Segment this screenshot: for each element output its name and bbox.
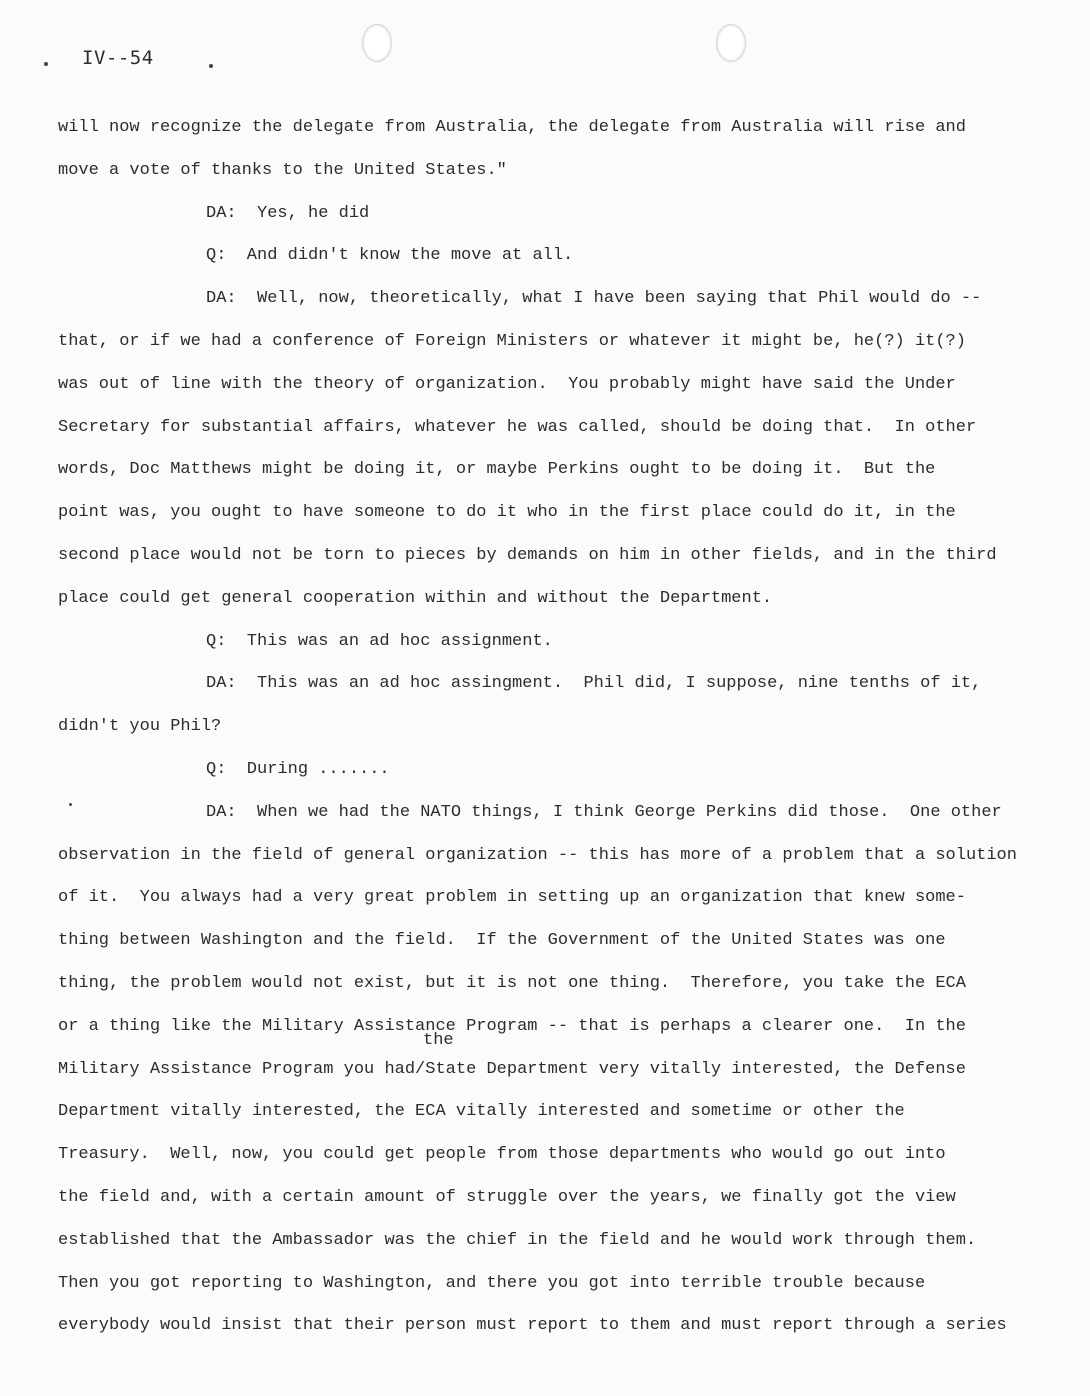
- transcript-line: Treasury. Well, now, you could get people from those departments who would go out into: [58, 1145, 946, 1165]
- interlinear-insertion: the: [423, 1031, 454, 1050]
- transcript-line: move a vote of thanks to the United States.": [58, 160, 507, 180]
- transcript-line: DA: This was an ad hoc assingment. Phil did, I suppose, nine tenths of it,: [206, 674, 982, 694]
- transcript-line: DA: When we had the NATO things, I think George Perkins did those. One other: [206, 802, 1002, 822]
- transcript-line: everybody would insist that their person must report to them and must report through a series: [58, 1316, 1007, 1336]
- transcript-line: Q: During .......: [206, 759, 390, 779]
- transcript-line: the field and, with a certain amount of struggle over the years, we finally got the view: [58, 1187, 956, 1207]
- transcript-line: didn't you Phil?: [58, 717, 222, 737]
- transcript-line: Q: This was an ad hoc assignment.: [206, 631, 553, 651]
- page-speck: [209, 64, 213, 68]
- transcript-line: will now recognize the delegate from Australia, the delegate from Australia will rise and: [58, 118, 966, 137]
- page-speck: [44, 62, 48, 66]
- transcript-line: Then you got reporting to Washington, and there you got into terrible trouble because: [58, 1273, 926, 1293]
- transcript-line: of it. You always had a very great problem in setting up an organization that knew some-: [58, 888, 966, 908]
- page-number: IV--54: [82, 47, 154, 69]
- transcript-line: was out of line with the theory of organization. You probably might have said the Under: [58, 374, 956, 394]
- transcript-line: point was, you ought to have someone to do it who in the first place could do it, in the: [58, 503, 956, 523]
- transcript-line: second place would not be torn to pieces by demands on him in other fields, and in the third: [58, 545, 997, 565]
- transcript-line: DA: Well, now, theoretically, what I have been saying that Phil would do --: [206, 289, 982, 309]
- punch-hole: [716, 24, 746, 62]
- transcript-line: Q: And didn't know the move at all.: [206, 246, 574, 266]
- transcript-line: DA: Yes, he did: [206, 203, 370, 223]
- transcript-line: Secretary for substantial affairs, whatever he was called, should be doing that. In other: [58, 417, 977, 437]
- punch-hole: [362, 24, 392, 62]
- transcript-line: place could get general cooperation within and without the Department.: [58, 588, 773, 608]
- transcript-line: established that the Ambassador was the chief in the field and he would work through them.: [58, 1230, 977, 1250]
- transcript-body: [0, 107, 1090, 1348]
- transcript-line: Department vitally interested, the ECA vitally interested and sometime or other the: [58, 1102, 905, 1122]
- transcript-line: that, or if we had a conference of Foreign Ministers or whatever it might be, he(?) it(?): [58, 331, 966, 351]
- transcript-line: thing, the problem would not exist, but it is not one thing. Therefore, you take the ECA: [58, 973, 966, 993]
- transcript-line: words, Doc Matthews might be doing it, or maybe Perkins ought to be doing it. But the: [58, 460, 936, 480]
- transcript-line: Military Assistance Program you had/State Department very vitally interested, the Defense: [58, 1059, 966, 1079]
- transcript-line: thing between Washington and the field. If the Government of the United States was one: [58, 931, 946, 951]
- transcript-line: or a thing like the Military Assistance Program -- that is perhaps a clearer one. In the: [58, 1016, 966, 1036]
- transcript-line: observation in the field of general organization -- this has more of a problem that a solution: [58, 845, 1017, 865]
